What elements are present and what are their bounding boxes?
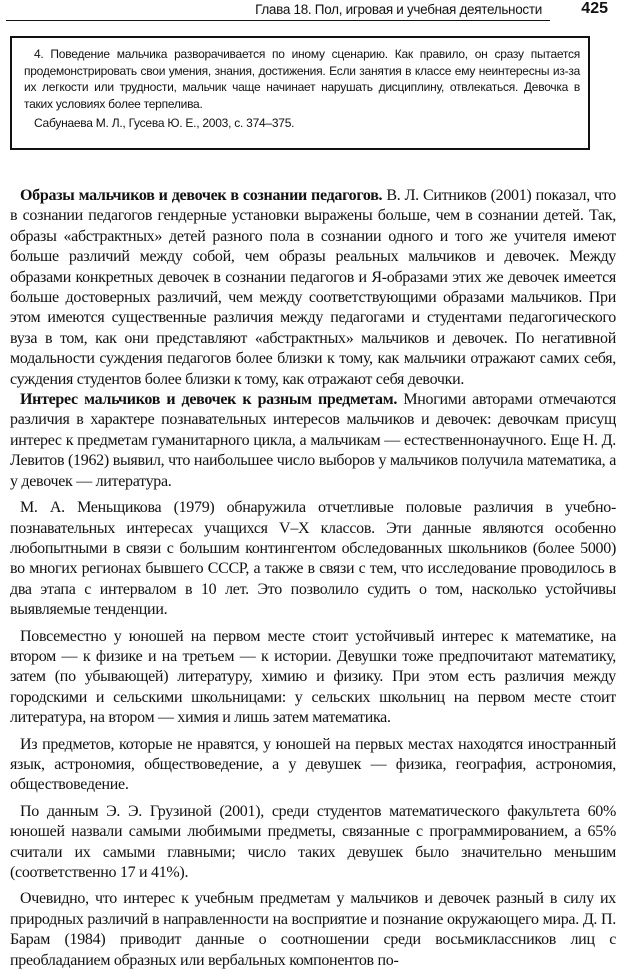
paragraph-text: Многими авторами отмечаются различия в характере познавательных интересов мальчиков и девочек: девочкам присущ интерес к предметам гуманитарного цикла, а мальчикам — естественнонаучного. Еще Н. Д. Левитов (1962) выявил, что наибольшее число выборов у мальчиков получила математика, а у девочек — литература. bbox=[10, 391, 616, 490]
body-text bbox=[10, 186, 616, 971]
header-rule bbox=[6, 20, 550, 21]
quote-box bbox=[10, 36, 590, 150]
paragraph: Повсеместно у юношей на первом месте стоит устойчивый интерес к математике, на втором — к физике и на третьем — к истории. Девушки тоже предпочитают математику, затем (по убывающей) литературу, химию и физику. При этом есть различия между городскими и сельскими школьницами: у сельских школьниц на первом месте стоит литература, на втором — химия и лишь затем математика. bbox=[10, 627, 616, 727]
quote-source: Сабунаева М. Л., Гусева Ю. Е., 2003, с. 374–375. bbox=[34, 116, 295, 130]
paragraph-text: В. Л. Ситников (2001) показал, что в сознании педагогов гендерные установки выражены больше, чем в сознании детей. Так, образы «абстрактных» детей разного пола в сознании одного и того же учителя имеют больше различий между собой, чем образы реальных мальчиков и девочек. Между образами конкретных девочек в сознании педагогов и Я-образами этих же девочек имеется больше достоверных различий, чем между соответствующими образами мальчиков. При этом имеются существенные различия между педагогами и студентами педагогического вуза в том, как они представляют «абстрактных» мальчиков и девочек. По негативной модальности суждения педагогов более близки к тому, как мальчики отражают самих себя, суждения студентов более близки к тому, как отражают себя девочки. bbox=[10, 187, 617, 388]
section-heading: Интерес мальчиков и девочек к разным предметам. bbox=[20, 391, 398, 409]
section-heading: Образы мальчиков и девочек в сознании педагогов. bbox=[20, 187, 383, 204]
paragraph: Из предметов, которые не нравятся, у юношей на первых местах находятся иностранный язык, астрономия, обществоведение, а у девушек — физика, география, астрономия, обществоведение. bbox=[10, 735, 616, 794]
paragraph: М. А. Меньщикова (1979) обнаружила отчетливые половые различия в учебно-познавательных интересах учащихся V–X классов. Эти данные являются особенно любопытными в связи с большим контингентом обследованных школьников (более 5000) во многих регионах бывшего СССР, а также в связи с тем, что исследование проводилось в два этапа с интервалом в 10 лет. Это позволило судить о том, насколько устойчивы выявляемые тенденции. bbox=[10, 499, 616, 619]
paragraph-subject-interest bbox=[10, 390, 616, 492]
paragraph-teacher-images bbox=[10, 186, 616, 390]
paragraph: Очевидно, что интерес к учебным предметам у мальчиков и девочек разный в силу их природных различий в направленности на восприятие и познание окружающего мира. Д. П. Барам (1984) приводит данные о соотношении среди восьмиклассников лиц с преобладанием образных или вербальных компонентов по- bbox=[10, 890, 616, 969]
running-title: Глава 18. Пол, игровая и учебная деятельности bbox=[255, 2, 542, 17]
page-number: 425 bbox=[581, 0, 608, 17]
page-header bbox=[0, 0, 620, 26]
quote-text: 4. Поведение мальчика разворачивается по иному сценарию. Как правило, он сразу пытается продемонстрировать свои умения, знания, достижения. Если занятия в классе ему неинтересны из-за их легкости или трудности, мальчик чаще начинает нарушать дисциплину, отвлекаться. Девочка в таких условиях более терпелива. bbox=[24, 47, 580, 111]
paragraph: По данным Э. Э. Грузиной (2001), среди студентов математического факультета 60% юношей назвали самыми любимыми предметы, связанные с программированием, а 65% считали их самыми главными; число таких девушек было значительно меньшим (соответственно 17 и 41%). bbox=[10, 802, 616, 881]
